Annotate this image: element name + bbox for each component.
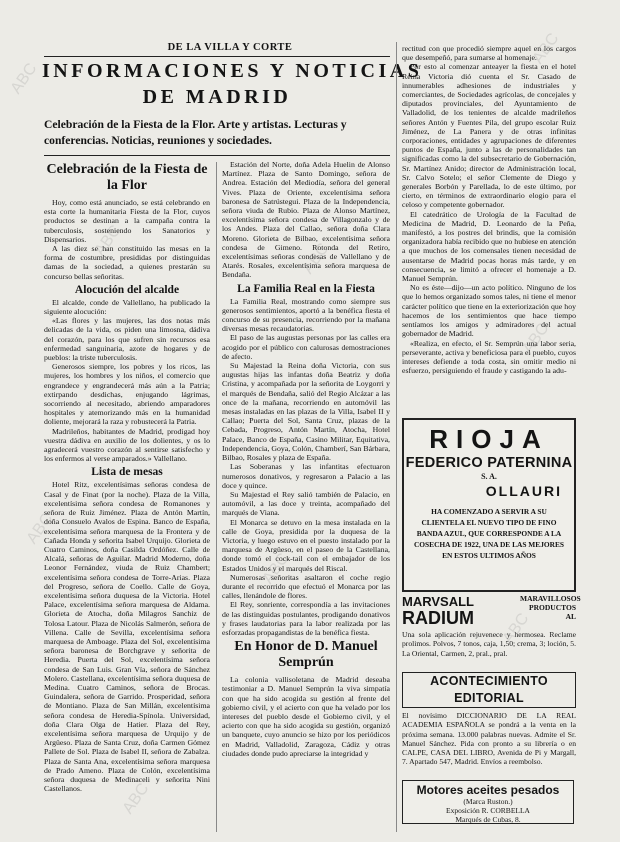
column-separator [216, 162, 217, 832]
watermark-logo: ABC [7, 60, 41, 98]
article-paragraph: No es éste—dijo—un acto político. Ninguno de los que lo hemos organizado somos tales, ni tiene el menor carácter político que tiene en la exteriorización que hoy hacemos de los sentimientos que hace tiempo sentíamos los amigos y admiradores del actual gobernador de Madrid. [402, 283, 576, 339]
ad-radium [402, 594, 581, 674]
ad-radium-text: Una sola aplicación rejuvenece y hermosea. Reclame prolimos. Polvos, 7 tonos, caja, 1,50; crema, 3; loción, 5. La Oriental, Carmen, 2, pral., pral. [402, 630, 576, 658]
article-paragraph: La colonia vallisoletana de Madrid deseaba testimoniar a D. Manuel Semprún la viva simpatía con que ha sido acogida su gestión al frente del gobierno civil, y el acierto con que ha velado por los intereses del pueblo desde el Gobierno civil, y el acierto con que ha sido acogida su gestión, organizó un banquete, cuyo anuncio se hizo por los periódicos en Madrid, Valladolid, Zaragoza, Cádiz y otras ciudades donde pudo apreciarse la integridad y [222, 675, 390, 758]
ad-radium-side: MARAVILLOSOS PRODUCTOS AL [520, 594, 581, 621]
ad-editorial-title: ACONTECIMIENTO EDITORIAL [402, 672, 576, 708]
article-paragraph: «Realiza, en efecto, el Sr. Semprún una labor seria, perseverante, activa y beneficiosa para el pueblo, cuyos intereses defiende a toda costa, sin omitir medio ni esfuerzo, persiguiendo el fraude y castigando la adu- [402, 338, 576, 376]
article-paragraph: Su Majestad la Reina doña Victoria, con sus augustas hijas las infantas doña Beatriz y doña Cristina, y acompañada por la señorita de Loygorri y el marqués de Bendaña, salió del Regio Alcázar a las once de la mañana, recorriendo en automóvil las mesas instaladas en las plazas de la Villa, Isabel II y Callao; Puerta del Sol, Santa Cruz, plazas de la Cebada, Progreso, Antón Martín, Atocha, Hotel Palace, Banco de España, Casino Militar, Equitativa, Independencia, Goya, Colón, Chamberí, San Bárbara, Bilbao, Rosales y plaza de España. [222, 361, 390, 463]
ad-radium-brand-1: MARVSALL [402, 594, 474, 609]
ad-rioja-paternina [402, 418, 576, 592]
deck-summary: Celebración de la Fiesta de la Flor. Arte y artistas. Lecturas y conferencias. Noticias, reuniones y sociedades. [44, 118, 347, 147]
top-rule [44, 56, 390, 57]
watermark-logo: ABC [119, 780, 153, 818]
ad-editorial-text: El novísimo DICCIONARIO DE LA REAL ACADEMIA ESPAÑOLA se pondrá a la venta en la próxima semana. 13.000 palabras nuevas. Admite el Sr. Manuel Sánchez. Pida con pronto a su librería o en CALPE, CASA DEL LIBRO, Avenida de Pi y Margall, 7. Apartado 547, Madrid. Envíos a reembolso. [402, 711, 576, 767]
headline-line-1: INFORMACIONES Y NOTICIAS [42, 60, 423, 82]
ad-radium-brand [402, 594, 520, 628]
article-paragraph: rectitud con que procedió siempre aquel en los cargos que desempeñó, para sumarse al homenaje. [402, 44, 576, 63]
article-quote: «Las flores y las mujeres, las dos notas más delicadas de la vida, os piden una limosna, dádiva del corazón, para los que sufren sin recursos esa enfermedad sanguinaria, azote de hogares y de pueblos: la triste tuberculosis. [44, 316, 210, 363]
ad-editorial [402, 672, 576, 774]
article-quote: Generosos siempre, los pobres y los ricos, las mujeres, los hombres y los niños, el comercio que engrandece y engrandecerá más aún a la Patria; extirpando desdichas, enjugando lágrimas, socorriendo al necesitado, abriendo amparadores hospitales y atemorizando más en la humanidad doliente, mejorará la raza y robustecerá la Patria. [44, 362, 210, 427]
article-paragraph: El catedrático de Urología de la Facultad de Medicina de Madrid, D. Leonardo de la Peña, manifestó, a los postres del brindis, que la comisión organizadora había recibido que no hubiese en atención a que muchos de los comensales tienen necesidad de ausentarse de Madrid pocas horas más tarde, y en consecuencia, se limitó a ofrecer el homenaje a D. Manuel Semprún. [402, 209, 576, 284]
ad-motores-line-3: Marqués de Cubas, 8. [455, 814, 521, 824]
article-paragraph: El paso de las augustas personas por las calles era acogido por el público con calurosas demostraciones de afecto. [222, 333, 390, 361]
subheading-familia-real: La Familia Real en la Fiesta [237, 282, 375, 295]
column-1 [44, 160, 210, 830]
article-paragraph: Por esto al comenzar anteayer la fiesta en el hotel Reina Victoria dió cuenta el Sr. Casado de innumerables adhesiones de industriales y comerciantes, de Sociedades agrícolas, de concejales y diputados provinciales, del Ayuntamiento de Valladolid, de los tenientes de alcalde madrileños señores Antón y Fuentes Pila, del grupo escolar Ruiz Jiménez, de La Panera y de otras infinitas corporaciones, entidades y agrupaciones de diferentes puntos de España, junto a las de personalidades tan significadas como la del subsecretario de Gobernación, Sr. Martínez Anido; director de Administración local, Sr. Calvo Sotelo; el señor Clemente de Diego y generales Borbón y Parellada, lo de este último, por cierto, en términos de extraordinario elogio para el celoso y competente gobernador. [402, 62, 576, 210]
subheading-lista-mesas: Lista de mesas [91, 466, 163, 479]
article-paragraph: El Monarca se detuvo en la mesa instalada en la calle de Goya, presidida por la duquesa de la Victoria, y luego estuvo en el puesto instalado por la marquesa de Argüeso, en el paseo de la Castellana, donde tomó el cock-tail con el embajador de los Estados Unidos y el marqués del Riscal. [222, 517, 390, 573]
article-paragraph: Hoy, como está anunciado, se está celebrando en esta corte la humanitaria Fiesta de la Flor, cuyos productos se destinan a la campaña contra la tuberculosis, sosteniendo los Sanatorios y Dispensarios. [44, 198, 210, 244]
watermark-logo: ABC [259, 550, 293, 588]
article-paragraph: La Familia Real, mostrando como siempre sus generosos sentimientos, aportó a la benéfica fiesta el concurso de su presencia, recorriendo por la mañana diversas mesas recaudatorias. [222, 296, 390, 334]
article-paragraph: Hotel Ritz, excelentísimas señoras condesa de Casal y de Finat (por la noche). Plaza de la Villa, excelentísima señora condesa de Romanones y señora de Ruiz Jiménez. Plaza de Antón Martín, doña Consuelo Avalos de Espina. Banco de España, excelentísima señora marquesa de la Frontera y de Cañada Honda y señorita Isabel Urquijo. Glorieta de Cuatro Caminos, doña Casilda Ordóñez. Calle de Alcalá, señoras de Aguilar. Madrid Moderno, doña Leonor Fernández, viuda de Ruiz Chambert; excelentísima señora condesa de Torre-Arias. Plaza del Progreso, señora de Coello. Calle de Goya, excelentísima señora duquesa de la Victoria. Hotel Palace, excelentísima señora marquesa de Aldama. Glorieta de Atocha, doña Milagros Sanchiz de Tolosa Latour. Plaza de Nicolás Salmerón, señora de Villena. Calle de Sevilla, excelentísima señora marquesa de Amboage. Plaza del Sol, excelentísima señora baronesa de Borchgrave y señorita de Heredia. Puerta del Sol, excelentísima señora condesa de San Luis. Gran Vía, señora de Sánchez Molero. Castellana, excelentísima señora duquesa de Medina. Cuatro Caminos, señora de Brocas. Guindalera, señora de Garrido. Prosperidad, señora de Montiano. Plaza de San Millán, excelentísima señora condesa de Heredia-Spínola. Universidad, doña Clara Olga de Hatier. Plaza del Rey, excelentísima señora marquesa de Urquijo y de Argüeso. Plaza de Santa Cruz, doña Carmen Gómez Pallete de Sol. Plaza de Isabel II, señora de Zabalza. Plaza de Santa Ana, excelentísima señora marquesa de Prado Ameno. Plaza de Colón, excelentísima señora duquesa de Medinaceli y señorita Nini Castellanos. [44, 480, 210, 794]
column-3 [402, 44, 576, 416]
article-paragraph: Su Majestad el Rey salió también de Palacio, en automóvil, a las doce y treinta, acompañado del marqués de Viana. [222, 489, 390, 518]
article-paragraph: El alcalde, conde de Vallellano, ha publicado la siguiente alocución: [44, 297, 210, 317]
heading-fiesta-flor: Celebración de la Fiesta de la Flor [46, 162, 208, 193]
article-paragraph: Las Soberanas y las infantitas efectuaron numerosos donativos, y regresaron a Palacio a las doce y quince. [222, 462, 390, 490]
ad-motores [402, 780, 574, 824]
ad-motores-line-1: (Marca Ruston.) [463, 797, 513, 806]
watermark-logo: ABC [499, 610, 533, 648]
ad-rioja-company: FEDERICO PATERNINA [405, 455, 573, 471]
ad-rioja-body: HA COMENZADO A SERVIR A SU CLIENTELA EL NUEVO TIPO DE FINO BANDA AZUL, QUE CORRESPONDE A LA COSECHA DE 1922, UNA DE LAS MEJORES EN ESTOS ULTIMOS AÑOS [413, 507, 565, 560]
watermark-logo: ABC [519, 320, 553, 358]
ad-radium-brand-2: RADIUM [402, 608, 474, 628]
deck-rule [44, 155, 390, 156]
subheading-alocucion: Alocución del alcalde [74, 283, 180, 296]
ad-rioja-sa: S. A. [481, 472, 497, 481]
ad-rioja-title: RIOJA [429, 424, 549, 454]
watermark-logo: ABC [23, 510, 57, 548]
section-kicker: DE LA VILLA Y CORTE [167, 42, 293, 53]
article-paragraph: Numerosas señoritas asaltaron el coche regio durante el recorrido que efectuó el Monarca por las calles, llenándole de flores. [222, 572, 390, 601]
ad-motores-title: Motores aceites pesados [416, 783, 560, 797]
heading-semprun: En Honor de D. Manuel Semprún [234, 639, 378, 671]
column-separator [396, 42, 397, 832]
article-paragraph: A las diez se han constituido las mesas en la forma de costumbre, presididas por distinguidas damas de la sociedad, a quienes prestarán su concurso bellas señoritas. [44, 244, 210, 281]
article-quote: Madrileños, habitantes de Madrid, prodigad hoy vuestra dádiva en auxilio de los dolientes, y os lo agradecerá vuestro corazón al sentirse satisfecho y los enfermos al verse amparados.» Vallellano. [44, 426, 210, 464]
ad-motores-line-2: Exposición R. CORBELLA [446, 805, 530, 815]
ad-rioja-town: OLLAURI [485, 483, 562, 499]
watermark-logo: ABC [529, 30, 563, 68]
article-paragraph: Estación del Norte, doña Adela Huelin de Alonso Martínez. Plaza de Santo Domingo, señora de Andrea. Estación del Mediodía, señora del general Vives. Plaza de Oriente, excelentísima señora baronesa de Satrústegui. Plaza de la Independencia, señora viuda de Rubio. Plaza de Alonso Martínez, excelentísima señora condesa de Villagonzalo y de los Andes. Plaza del Callao, señora doña Clara Moreno. Glorieta de Bilbao, excelentísima señora condesa de Gimeno. Rotonda del Retiro, excelentísimas señoras condesas de Vallellano y de Atarés. Rosales, excelentísima señora marquesa de Bendaña. [222, 160, 390, 280]
watermark-logo: ABC [91, 222, 125, 260]
headline-line-2: DE MADRID [142, 86, 292, 108]
article-paragraph: El Rey, sonriente, correspondía a las invitaciones de las distinguidas postulantes, prodigando donativos y frases laudatorias para la labor realizada por las esforzadas propagandistas de la benéfica fiesta. [222, 600, 390, 637]
watermark-logo: ABC [299, 240, 333, 278]
